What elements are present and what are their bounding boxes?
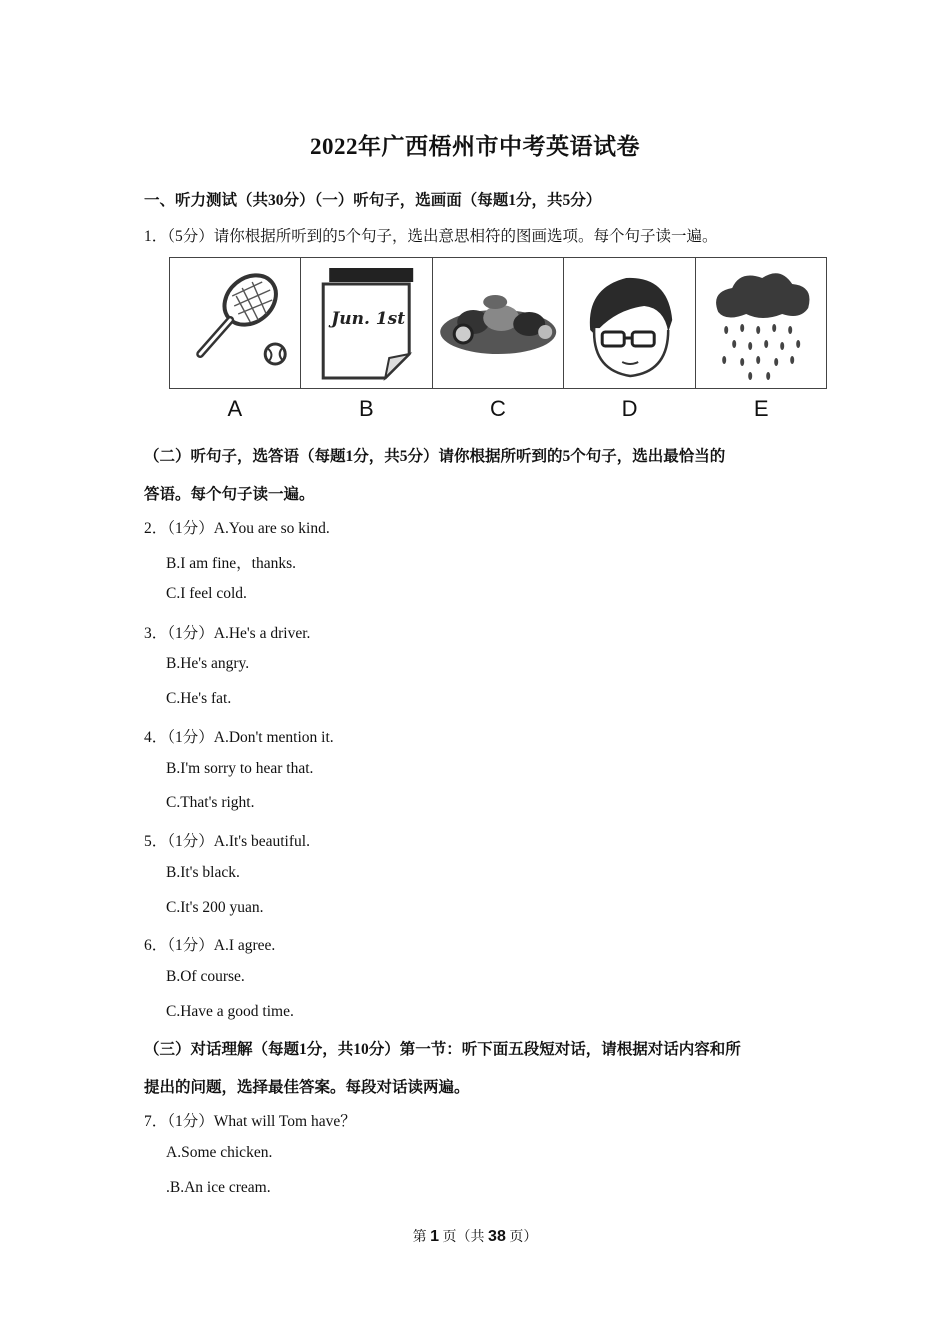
option-b: B.He's angry. xyxy=(166,655,250,672)
picture-letter: C xyxy=(490,396,506,421)
option-c: C.That's right. xyxy=(166,794,255,811)
option-b: B.I am fine，thanks. xyxy=(166,555,297,572)
option-b: B.Of course. xyxy=(166,968,245,985)
tennis-racket-icon xyxy=(170,258,300,388)
picture-letter: D xyxy=(621,396,638,421)
section3-heading-cont: 提出的问题，选择最佳答案。每段对话读两遍。 xyxy=(144,1079,470,1096)
option-c: C.Have a good time. xyxy=(166,1003,294,1020)
option-b: .B.An ice cream. xyxy=(166,1179,271,1196)
section2-heading: （二）听句子，选答语（每题1分，共5分）请你根据所听到的5个句子，选出最恰当的 xyxy=(144,448,726,465)
picture-letter: A xyxy=(227,396,243,421)
footer-middle: 页（共 xyxy=(439,1230,489,1245)
option-c: C.I feel cold. xyxy=(166,585,247,602)
rain-cloud-icon xyxy=(696,258,826,388)
food-plate-icon xyxy=(433,258,563,388)
section3-heading: （三）对话理解（每题1分，共10分）第一节：听下面五段短对话，请根据对话内容和所 xyxy=(144,1041,741,1058)
calendar-icon xyxy=(301,258,431,388)
picture-d xyxy=(564,258,695,388)
section2-heading-cont: 答语。每个句子读一遍。 xyxy=(144,486,315,503)
option-b: B.It's black. xyxy=(166,864,240,881)
picture-letters xyxy=(169,396,827,422)
picture-letter: B xyxy=(359,396,374,421)
question-3: 3．（1分）A.He's a driver. xyxy=(144,625,311,642)
picture-b xyxy=(301,258,432,388)
page-total: 38 xyxy=(488,1228,506,1245)
picture-a xyxy=(170,258,301,388)
question-5: 5．（1分）A.It's beautiful. xyxy=(144,833,310,850)
option-b: B.I'm sorry to hear that. xyxy=(166,760,314,777)
question-7: 7．（1分）What will Tom have？ xyxy=(144,1113,356,1130)
picture-options xyxy=(169,257,827,389)
page-title: 2022年广西梧州市中考英语试卷 xyxy=(310,134,640,159)
option-c: C.It's 200 yuan. xyxy=(166,899,264,916)
picture-e xyxy=(696,258,826,388)
question-4: 4．（1分）A.Don't mention it. xyxy=(144,729,334,746)
page-footer xyxy=(0,1226,950,1246)
boy-face-icon xyxy=(564,258,694,388)
question-1: 1．（5分）请你根据所听到的5个句子，选出意思相符的图画选项。每个句子读一遍。 xyxy=(144,228,718,245)
question-2: 2．（1分）A.You are so kind. xyxy=(144,520,330,537)
option-a: A.Some chicken. xyxy=(166,1144,273,1161)
calendar-date: Jun. 1st xyxy=(331,309,406,329)
section1-heading: 一、听力测试（共30分）（一）听句子，选画面（每题1分，共5分） xyxy=(144,192,602,209)
footer-prefix: 第 xyxy=(412,1230,431,1245)
footer-suffix: 页） xyxy=(505,1230,538,1245)
picture-letter: E xyxy=(753,396,769,421)
page-number: 1 xyxy=(430,1228,440,1245)
question-6: 6．（1分）A.I agree. xyxy=(144,937,276,954)
option-c: C.He's fat. xyxy=(166,690,232,707)
picture-c xyxy=(433,258,564,388)
